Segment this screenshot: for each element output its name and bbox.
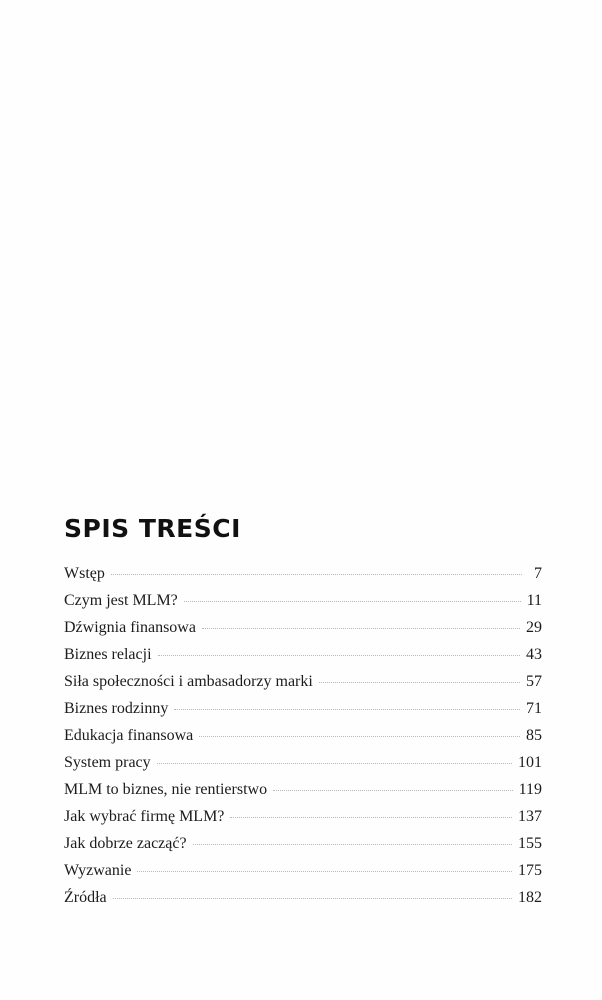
dot-leader bbox=[137, 871, 512, 872]
dot-leader bbox=[158, 655, 520, 656]
toc-list bbox=[64, 565, 542, 916]
toc-entry-page: 57 bbox=[526, 673, 542, 690]
toc-entry-label: Dźwignia finansowa bbox=[64, 619, 196, 636]
toc-entry-biznes-relacji bbox=[64, 646, 542, 673]
toc-entry-page: 11 bbox=[526, 592, 542, 609]
toc-entry-edukacja-finansowa bbox=[64, 727, 542, 754]
toc-entry-label: Czym jest MLM? bbox=[64, 592, 178, 609]
dot-leader bbox=[230, 817, 512, 818]
toc-entry-label: System pracy bbox=[64, 754, 151, 771]
toc-entry-biznes-rodzinny bbox=[64, 700, 542, 727]
toc-entry-page: 101 bbox=[518, 754, 542, 771]
toc-entry-jak-dobrze-zaczac bbox=[64, 835, 542, 862]
dot-leader bbox=[174, 709, 520, 710]
dot-leader bbox=[157, 763, 512, 764]
toc-entry-wstep bbox=[64, 565, 542, 592]
toc-entry-page: 175 bbox=[518, 862, 542, 879]
toc-entry-label: Biznes rodzinny bbox=[64, 700, 169, 717]
toc-entry-page: 29 bbox=[526, 619, 542, 636]
toc-entry-page: 137 bbox=[518, 808, 542, 825]
toc-entry-page: 85 bbox=[526, 727, 542, 744]
dot-leader bbox=[193, 844, 512, 845]
toc-entry-page: 119 bbox=[518, 781, 542, 798]
toc-entry-label: Jak wybrać firmę MLM? bbox=[64, 808, 225, 825]
toc-entry-label: MLM to biznes, nie rentierstwo bbox=[64, 781, 268, 798]
toc-entry-system-pracy bbox=[64, 754, 542, 781]
dot-leader bbox=[184, 601, 521, 602]
dot-leader bbox=[113, 898, 512, 899]
toc-entry-page: 7 bbox=[534, 565, 542, 582]
toc-entry-dzwignia-finansowa bbox=[64, 619, 542, 646]
toc-entry-label: Siła społeczności i ambasadorzy marki bbox=[64, 673, 313, 690]
toc-entry-label: Edukacja finansowa bbox=[64, 727, 194, 744]
toc-title: SPIS TREŚCI bbox=[64, 514, 241, 543]
toc-entry-page: 155 bbox=[518, 835, 542, 852]
dot-leader bbox=[319, 682, 520, 683]
toc-entry-sila-spolecznosci bbox=[64, 673, 542, 700]
toc-entry-wyzwanie bbox=[64, 862, 542, 889]
toc-entry-page: 71 bbox=[526, 700, 542, 717]
toc-entry-label: Biznes relacji bbox=[64, 646, 152, 663]
toc-entry-label: Jak dobrze zacząć? bbox=[64, 835, 187, 852]
toc-entry-page: 182 bbox=[518, 889, 542, 906]
toc-entry-label: Źródła bbox=[64, 889, 107, 906]
toc-entry-mlm-to-biznes bbox=[64, 781, 542, 808]
dot-leader bbox=[111, 574, 522, 575]
dot-leader bbox=[199, 736, 520, 737]
dot-leader bbox=[273, 790, 513, 791]
toc-entry-jak-wybrac-firme bbox=[64, 808, 542, 835]
toc-entry-label: Wstęp bbox=[64, 565, 105, 582]
dot-leader bbox=[202, 628, 520, 629]
toc-entry-czym-jest-mlm bbox=[64, 592, 542, 619]
toc-entry-page: 43 bbox=[526, 646, 542, 663]
toc-entry-zrodla bbox=[64, 889, 542, 916]
toc-entry-label: Wyzwanie bbox=[64, 862, 132, 879]
